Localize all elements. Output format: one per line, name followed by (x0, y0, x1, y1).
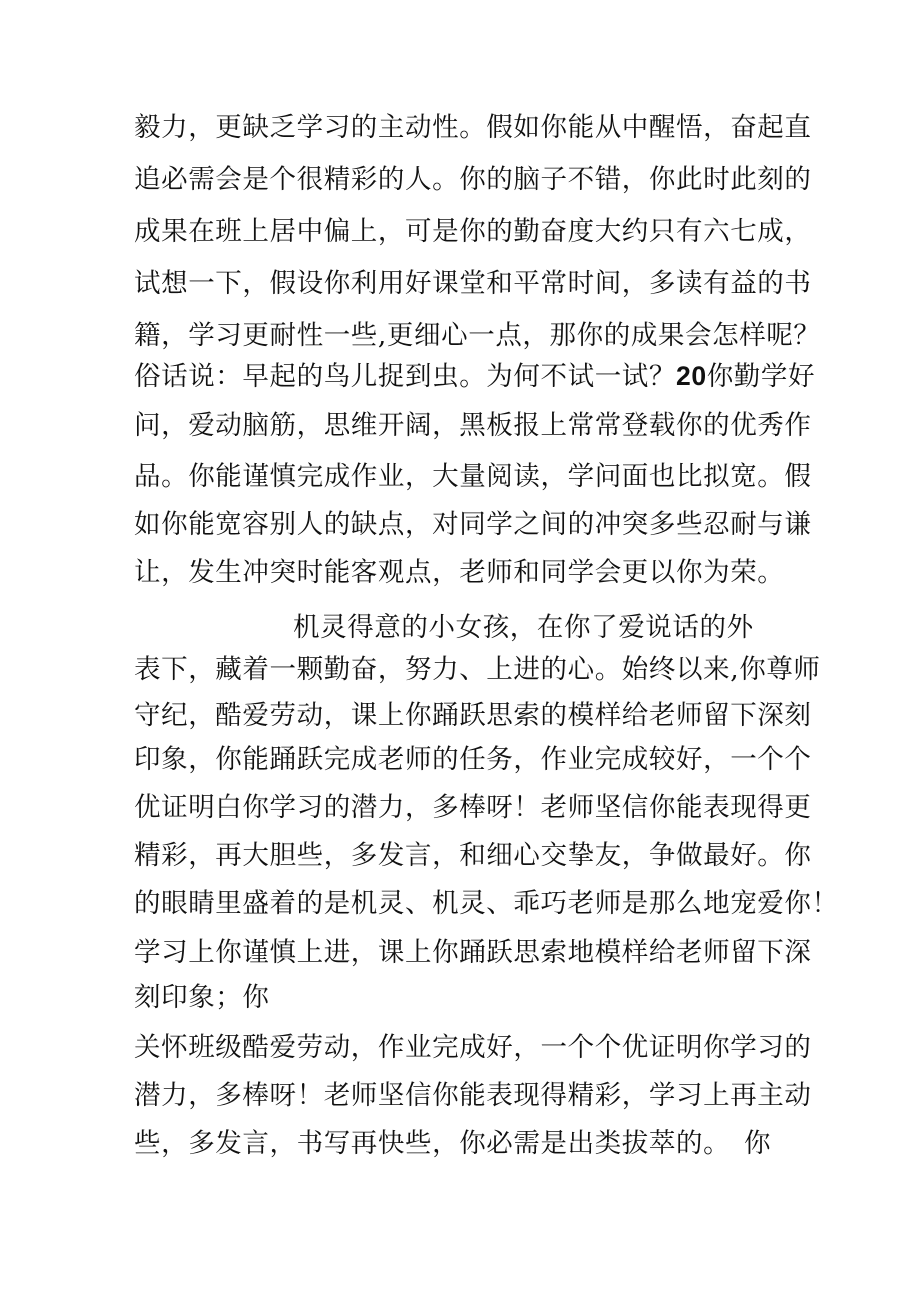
text-line-15: 优证明白你学习的潜力，多棒呀！老师坚信你能表现得更 (134, 792, 812, 823)
text-line-5: 籍，学习更耐性一些,更细心一点，那你的成果会怎样呢？ (134, 320, 821, 351)
text-line-4: 试想一下，假设你利用好课堂和平常时间，多读有益的书 (134, 268, 812, 299)
text-line-12: 表下，藏着一颗勤奋，努力、上进的心。始终以来,你尊师 (134, 654, 821, 685)
text-line-18: 学习上你谨慎上进，课上你踊跃思索地模样给老师留下深 (134, 937, 812, 968)
text-line-19: 刻印象；你 (134, 982, 270, 1013)
text-line-22: 些，多发言，书写再快些，你必需是出类拔萃的。 (134, 1128, 731, 1159)
text-line-9: 如你能宽容别人的缺点，对同学之间的冲突多些忍耐与谦 (134, 509, 812, 540)
text-line-8: 品。你能谨慎完成作业，大量阅读，学问面也比拟宽。假 (134, 461, 812, 492)
text-line-2: 追必需会是个很精彩的人。你的脑子不错，你此时此刻的 (134, 164, 812, 195)
text-line-10: 让，发生冲突时能客观点，老师和同学会更以你为荣。 (134, 557, 785, 588)
text-line-6 (134, 357, 815, 395)
text-line-6-part-b: 你勤学好 (706, 361, 816, 392)
text-line-21: 潜力，多棒呀！老师坚信你能表现得精彩，学习上再主动 (134, 1080, 812, 1111)
text-line-3: 成果在班上居中偏上，可是你的勤奋度大约只有六七成， (134, 216, 812, 247)
text-line-22-tail: 你 (744, 1128, 772, 1159)
text-line-13: 守纪，酷爱劳动，课上你踊跃思索的模样给老师留下深刻 (134, 700, 812, 731)
text-line-20: 关怀班级酷爱劳动，作业完成好，一个个优证明你学习的 (134, 1032, 812, 1063)
text-line-14: 印象，你能踊跃完成老师的任务，作业完成较好，一个个 (134, 744, 812, 775)
text-line-16: 精彩，再大胆些，多发言，和细心交挚友，争做最好。你 (134, 840, 812, 871)
text-line-11: 机灵得意的小女孩，在你了爱说话的外 (293, 612, 754, 643)
text-line-17: 的眼睛里盛着的是机灵、机灵、乖巧老师是那么地宠爱你！ (134, 888, 839, 919)
text-line-1: 毅力，更缺乏学习的主动性。假如你能从中醒悟，奋起直 (134, 112, 812, 143)
text-line-7: 问，爱动脑筋，思维开阔，黑板报上常常登载你的优秀作 (134, 410, 812, 441)
text-line-6-part-a: 俗话说：早起的鸟儿捉到虫。为何不试一试？ (134, 361, 676, 392)
paragraph-number: 20 (676, 361, 707, 391)
